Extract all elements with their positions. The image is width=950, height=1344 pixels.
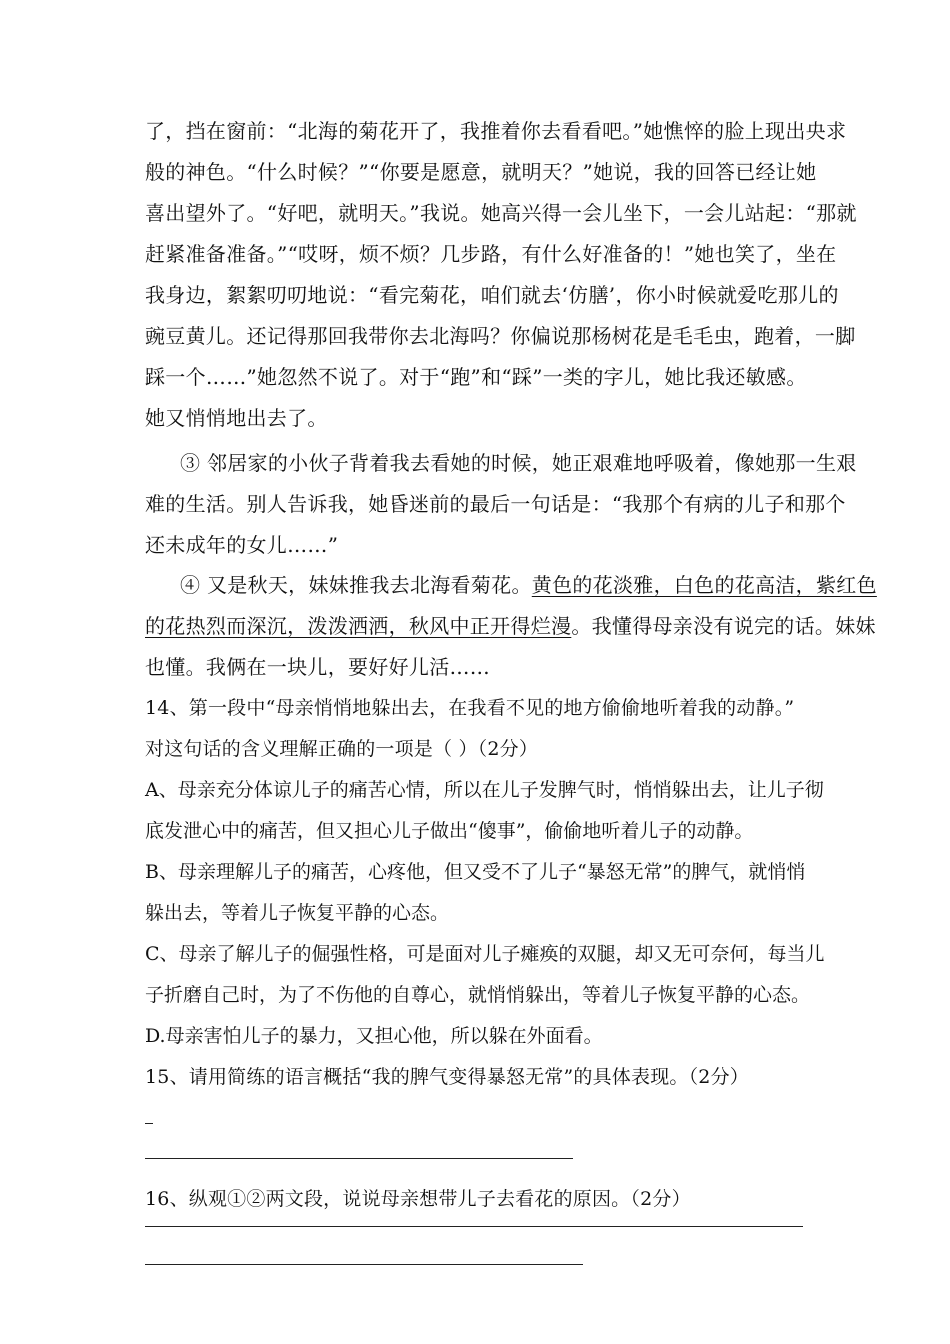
passage-line: 了，挡在窗前：“北海的菊花开了，我推着你去看看吧。”她憔悴的脸上现出央求 <box>145 119 847 143</box>
question-16-stem: 16、纵观①②两文段，说说母亲想带儿子去看花的原因。（2分） <box>145 1188 691 1210</box>
question-14-option-a: A、母亲充分体谅儿子的痛苦心情，所以在儿子发脾气时，悄悄躲出去，让儿子彻 <box>145 779 824 801</box>
underlined-sentence: 的花热烈而深沉，泼泼洒洒，秋风中正开得烂漫 <box>145 614 572 638</box>
passage-paragraph-4-line: 也懂。我俩在一块儿，要好好儿活…… <box>145 655 491 679</box>
passage-line: 般的神色。“什么时候？”“你要是愿意，就明天？”她说，我的回答已经让她 <box>145 160 817 184</box>
passage-paragraph-3-line: 难的生活。别人告诉我，她昏迷前的最后一句话是：“我那个有病的儿子和那个 <box>145 492 846 516</box>
passage-paragraph-4-line <box>180 572 877 598</box>
passage-line: 她又悄悄地出去了。 <box>145 406 328 430</box>
underlined-sentence: 黄色的花淡雅，白色的花高洁，紫红色 <box>531 573 877 597</box>
passage-line: 豌豆黄儿。还记得那回我带你去北海吗？你偏说那杨树花是毛毛虫，跑着，一脚 <box>145 324 856 348</box>
passage-paragraph-4-line <box>145 613 876 639</box>
question-14-stem: 14、第一段中“母亲悄悄地躲出去，在我看不见的地方偷偷地听着我的动静。” <box>145 697 795 719</box>
question-14-option-b: B、母亲理解儿子的痛苦，心疼他，但又受不了儿子“暴怒无常”的脾气，就悄悄 <box>145 861 806 883</box>
passage-line: 喜出望外了。“好吧，就明天。”我说。她高兴得一会儿坐下，一会儿站起：“那就 <box>145 201 857 225</box>
answer-line-dash <box>145 1123 153 1124</box>
passage-paragraph-3-line: ③ 邻居家的小伙子背着我去看她的时候，她正艰难地呼吸着，像她那一生艰 <box>180 451 857 475</box>
passage-line: 踩一个……”她忽然不说了。对于“跑”和“踩”一类的字儿，她比我还敏感。 <box>145 365 807 389</box>
passage-line: 赶紧准备准备。”“哎呀，烦不烦？几步路，有什么好准备的！”她也笑了，坐在 <box>145 242 837 266</box>
question-15-stem: 15、请用简练的语言概括“我的脾气变得暴怒无常”的具体表现。（2分） <box>145 1066 749 1088</box>
answer-line[interactable] <box>145 1264 583 1265</box>
paragraph-4-text: 。我懂得母亲没有说完的话。妹妹 <box>571 614 876 638</box>
question-14-option-c: 子折磨自己时，为了不伤他的自尊心，就悄悄躲出，等着儿子恢复平静的心态。 <box>145 984 811 1006</box>
question-14-stem: 对这句话的含义理解正确的一项是（ ）（2分） <box>145 738 539 760</box>
passage-paragraph-3-line: 还未成年的女儿……” <box>145 533 339 557</box>
question-14-option-a: 底发泄心中的痛苦，但又担心儿子做出“傻事”，偷偷地听着儿子的动静。 <box>145 820 754 842</box>
answer-line[interactable] <box>145 1158 573 1159</box>
passage-line: 我身边，絮絮叨叨地说：“看完菊花，咱们就去‘仿膳’，你小时候就爱吃那儿的 <box>145 283 839 307</box>
question-14-option-c: C、母亲了解儿子的倔强性格，可是面对儿子瘫痪的双腿，却又无可奈何，每当儿 <box>145 943 825 965</box>
question-14-option-b: 躲出去，等着儿子恢复平静的心态。 <box>145 902 450 924</box>
question-14-option-d: D.母亲害怕儿子的暴力，又担心他，所以躲在外面看。 <box>145 1025 603 1047</box>
answer-line[interactable] <box>145 1226 803 1227</box>
paragraph-4-text: ④ 又是秋天，妹妹推我去北海看菊花。 <box>180 573 532 597</box>
